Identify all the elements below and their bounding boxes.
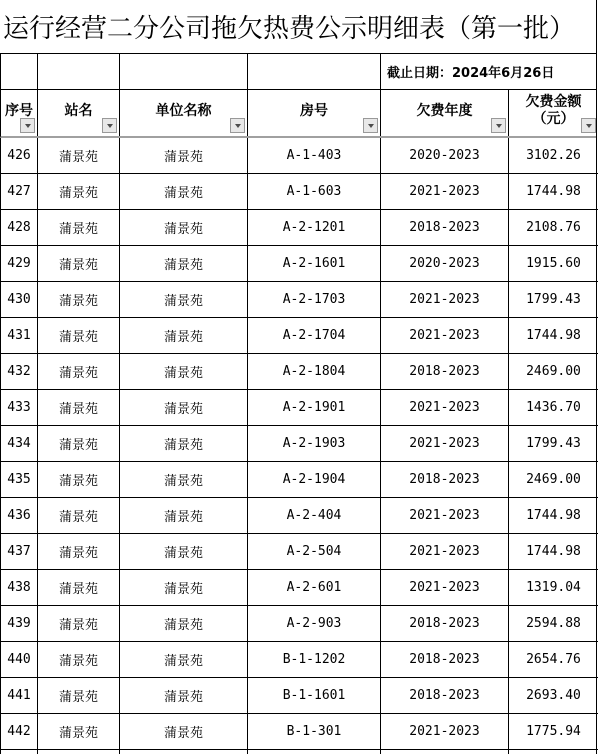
cell-amount: 2693.40 <box>509 678 598 714</box>
filter-dropdown-button[interactable] <box>581 118 596 133</box>
cell-serial: 440 <box>1 642 38 678</box>
cell-station: 蒲景苑 <box>38 318 120 354</box>
table-row <box>1 606 596 642</box>
cell-serial: 427 <box>1 174 38 210</box>
cell-station: 蒲景苑 <box>38 570 120 606</box>
col-header-years-label: 欠费年度 <box>416 102 473 119</box>
table-row <box>1 246 596 282</box>
cell-serial: 435 <box>1 462 38 498</box>
cell-room: A-2-1903 <box>248 426 381 462</box>
cell-station: 蒲景苑 <box>38 354 120 390</box>
cell-years: 2021-2023 <box>381 498 509 534</box>
cell-years: 2021-2023 <box>381 390 509 426</box>
empty-cell <box>120 54 248 89</box>
cell-years: 2021-2023 <box>381 534 509 570</box>
cell-room: A-2-1904 <box>248 462 381 498</box>
cell-amount: 1744.98 <box>509 318 598 354</box>
cell-years: 2020-2023 <box>381 138 509 174</box>
sheet-title: 运行经营二分公司拖欠热费公示明细表（第一批） <box>3 14 576 44</box>
table-row <box>1 354 596 390</box>
empty-cell <box>38 54 120 89</box>
cell-years: 2021-2023 <box>381 282 509 318</box>
cell-serial: 430 <box>1 282 38 318</box>
cell-room: B-1-1601 <box>248 678 381 714</box>
cell-amount: 1744.98 <box>509 174 598 210</box>
cell-serial: 433 <box>1 390 38 426</box>
title-row <box>0 0 596 53</box>
cell-station: 蒲景苑 <box>38 642 120 678</box>
cell-room: A-2-1704 <box>248 318 381 354</box>
cell-years: 2021-2023 <box>381 174 509 210</box>
cell-room: A-2-1901 <box>248 390 381 426</box>
cell-station: 蒲景苑 <box>38 210 120 246</box>
filter-arrow-icon <box>235 124 241 128</box>
cell-serial: 438 <box>1 570 38 606</box>
cell-amount: 3102.26 <box>509 138 598 174</box>
table-row <box>1 678 596 714</box>
table-row <box>1 462 596 498</box>
cell-serial: 439 <box>1 606 38 642</box>
cell-amount: 2594.88 <box>509 606 598 642</box>
empty-cell <box>1 750 38 754</box>
cell-years: 2021-2023 <box>381 426 509 462</box>
table-row <box>1 138 596 174</box>
cell-room: B-1-1202 <box>248 642 381 678</box>
col-header-room-label: 房号 <box>300 102 328 119</box>
cell-years: 2020-2023 <box>381 246 509 282</box>
table-row <box>1 498 596 534</box>
cell-station: 蒲景苑 <box>38 714 120 750</box>
cell-amount: 1799.43 <box>509 282 598 318</box>
cell-room: A-2-1703 <box>248 282 381 318</box>
cell-serial: 442 <box>1 714 38 750</box>
cell-serial: 432 <box>1 354 38 390</box>
table-row-partial <box>1 750 596 754</box>
cell-unit: 蒲景苑 <box>120 714 248 750</box>
table-row <box>1 426 596 462</box>
col-header-serial-label: 序号 <box>5 102 33 119</box>
filter-dropdown-button[interactable] <box>363 118 378 133</box>
filter-dropdown-button[interactable] <box>20 118 35 133</box>
col-header-room <box>248 90 381 136</box>
cell-amount: 1436.70 <box>509 390 598 426</box>
cell-room: A-2-601 <box>248 570 381 606</box>
cell-station: 蒲景苑 <box>38 390 120 426</box>
col-header-amount <box>509 90 598 136</box>
cell-station: 蒲景苑 <box>38 498 120 534</box>
filter-dropdown-button[interactable] <box>491 118 506 133</box>
table-row <box>1 570 596 606</box>
cell-unit: 蒲景苑 <box>120 678 248 714</box>
cell-station: 蒲景苑 <box>38 282 120 318</box>
cell-station: 蒲景苑 <box>38 462 120 498</box>
col-header-years <box>381 90 509 136</box>
cell-station: 蒲景苑 <box>38 426 120 462</box>
col-header-amount-label: 欠费金额 <box>525 94 582 110</box>
col-header-unit-label: 单位名称 <box>155 102 212 119</box>
cell-years: 2018-2023 <box>381 678 509 714</box>
filter-arrow-icon <box>107 124 113 128</box>
cell-years: 2021-2023 <box>381 714 509 750</box>
cell-serial: 436 <box>1 498 38 534</box>
cell-serial: 434 <box>1 426 38 462</box>
filter-arrow-icon <box>586 124 592 128</box>
empty-cell <box>1 54 38 89</box>
cell-years: 2021-2023 <box>381 318 509 354</box>
cell-room: A-1-403 <box>248 138 381 174</box>
table-row <box>1 282 596 318</box>
cell-amount: 1319.04 <box>509 570 598 606</box>
cell-amount: 2108.76 <box>509 210 598 246</box>
cell-unit: 蒲景苑 <box>120 354 248 390</box>
col-header-unit <box>120 90 248 136</box>
cell-amount: 1915.60 <box>509 246 598 282</box>
data-rows <box>0 138 596 754</box>
cell-station: 蒲景苑 <box>38 678 120 714</box>
cell-unit: 蒲景苑 <box>120 138 248 174</box>
cell-room: B-1-301 <box>248 714 381 750</box>
cell-serial: 429 <box>1 246 38 282</box>
empty-cell <box>248 750 381 754</box>
cell-amount: 2654.76 <box>509 642 598 678</box>
cell-serial: 426 <box>1 138 38 174</box>
table-row <box>1 642 596 678</box>
filter-dropdown-button[interactable] <box>230 118 245 133</box>
cell-room: A-2-1804 <box>248 354 381 390</box>
table-row <box>1 390 596 426</box>
cell-unit: 蒲景苑 <box>120 210 248 246</box>
cutoff-date: 截止日期：2024年6月26日 <box>387 66 555 81</box>
cell-unit: 蒲景苑 <box>120 390 248 426</box>
cell-unit: 蒲景苑 <box>120 642 248 678</box>
table-row <box>1 534 596 570</box>
cell-station: 蒲景苑 <box>38 534 120 570</box>
date-row <box>0 53 596 90</box>
col-header-station-label: 站名 <box>64 102 93 119</box>
cell-amount: 1799.43 <box>509 426 598 462</box>
filter-arrow-icon <box>496 124 502 128</box>
empty-cell <box>120 750 248 754</box>
col-header-serial <box>1 90 38 136</box>
cell-amount: 1775.94 <box>509 714 598 750</box>
cell-room: A-2-1601 <box>248 246 381 282</box>
cell-room: A-2-1201 <box>248 210 381 246</box>
filter-arrow-icon <box>25 124 31 128</box>
cell-unit: 蒲景苑 <box>120 462 248 498</box>
cell-station: 蒲景苑 <box>38 174 120 210</box>
cell-years: 2018-2023 <box>381 462 509 498</box>
cell-serial: 428 <box>1 210 38 246</box>
cell-serial: 437 <box>1 534 38 570</box>
table-row <box>1 210 596 246</box>
empty-cell <box>38 750 120 754</box>
cell-years: 2018-2023 <box>381 642 509 678</box>
col-header-amount-label2: （元） <box>532 111 575 127</box>
table-row <box>1 174 596 210</box>
cell-amount: 1744.98 <box>509 534 598 570</box>
cell-unit: 蒲景苑 <box>120 570 248 606</box>
cell-unit: 蒲景苑 <box>120 606 248 642</box>
cell-years: 2018-2023 <box>381 606 509 642</box>
cell-room: A-2-504 <box>248 534 381 570</box>
cell-amount: 2469.00 <box>509 462 598 498</box>
cell-room: A-1-603 <box>248 174 381 210</box>
header-row <box>0 90 596 138</box>
cell-unit: 蒲景苑 <box>120 498 248 534</box>
cell-unit: 蒲景苑 <box>120 282 248 318</box>
cell-unit: 蒲景苑 <box>120 246 248 282</box>
cell-unit: 蒲景苑 <box>120 426 248 462</box>
cell-unit: 蒲景苑 <box>120 318 248 354</box>
cell-room: A-2-404 <box>248 498 381 534</box>
table-row <box>1 318 596 354</box>
cell-station: 蒲景苑 <box>38 246 120 282</box>
cell-unit: 蒲景苑 <box>120 174 248 210</box>
cell-unit: 蒲景苑 <box>120 534 248 570</box>
cell-amount: 2469.00 <box>509 354 598 390</box>
empty-cell <box>509 750 598 754</box>
cell-station: 蒲景苑 <box>38 606 120 642</box>
cell-amount: 1744.98 <box>509 498 598 534</box>
cell-station: 蒲景苑 <box>38 138 120 174</box>
cell-years: 2018-2023 <box>381 354 509 390</box>
filter-arrow-icon <box>368 124 374 128</box>
cell-years: 2021-2023 <box>381 570 509 606</box>
cell-room: A-2-903 <box>248 606 381 642</box>
empty-cell <box>248 54 381 89</box>
filter-dropdown-button[interactable] <box>102 118 117 133</box>
empty-cell <box>381 750 509 754</box>
col-header-station <box>38 90 120 136</box>
cell-serial: 441 <box>1 678 38 714</box>
cell-serial: 431 <box>1 318 38 354</box>
table-row <box>1 714 596 750</box>
cell-years: 2018-2023 <box>381 210 509 246</box>
